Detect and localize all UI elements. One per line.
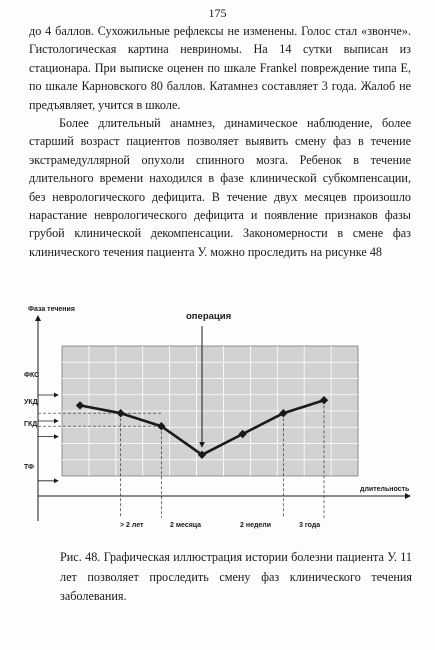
time-label-2: 2 месяца [170,522,202,529]
figure-48 [18,306,418,536]
phase-label-ukd: УКД [24,399,38,406]
operation-label: операция [186,311,232,322]
paragraph-2: Более длительный анамнез, динамическое наблюдение, более старший возраст пациентов позволяет выявить смену фаз в течение экстрамедуллярной опухоли спинного мозга. Ребенок в течение длительного времени находился в фазе клинической субкомпенсации, без неврологического дефицита. В течение двух месяцев произошло нарастание неврологического дефицита и появление признаков фазы грубой клинической декомпенсации. Закономерности в смене фаз клинического течения пациента У. можно проследить на рисунке 48 [29,116,411,259]
time-label-4: 3 года [299,522,321,529]
body-text [29,22,411,261]
page-number: 175 [208,6,227,20]
x-axis-label: длительность [360,486,410,493]
figure-caption: Рис. 48. Графическая иллюстрация истории болезни пациента У. 11 лет позволяет проследить смену фаз клинического течения заболевания. [60,550,412,603]
phase-label-fks: ФКС [24,372,40,379]
time-label-1: > 2 лет [120,522,144,529]
paragraph-1: до 4 баллов. Сухожильные рефлексы не изменены. Голос стал «звонче». Гистологическая картина невриномы. На 14 сутки выписан из стационара. При выписке оценен по шкале Frankel повреждение типа E, по шкале Карновского 80 баллов. Катамнез составляет 3 года. Жалоб не предъявляет, учится в школе. [29,24,411,112]
time-label-3: 2 недели [240,522,272,529]
phase-label-tf: ТФ [24,464,34,471]
phase-label-gkd: ГКД [24,421,38,428]
y-axis-label: Фаза течения [28,306,75,313]
phase-chart [18,306,418,536]
